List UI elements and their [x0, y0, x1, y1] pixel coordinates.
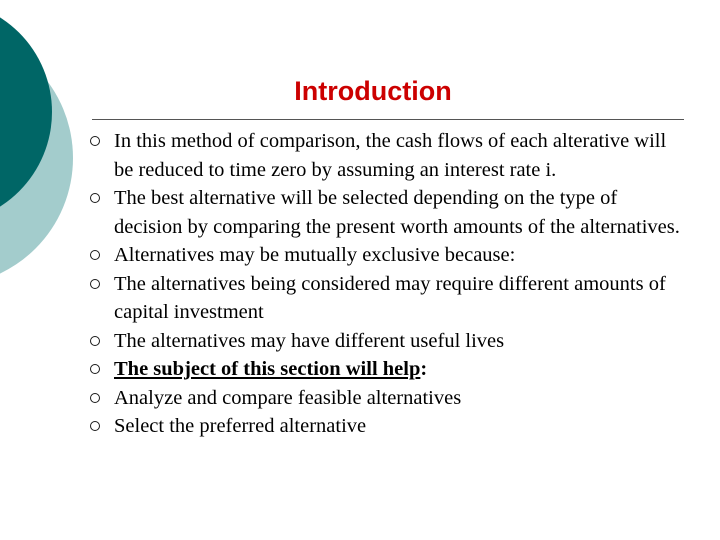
- list-item-text: Alternatives may be mutually exclusive because:: [114, 244, 516, 266]
- list-item: [90, 412, 690, 441]
- hollow-circle-bullet-icon: [90, 336, 100, 346]
- list-item: [90, 184, 690, 241]
- list-item-text: Analyze and compare feasible alternatives: [114, 386, 462, 409]
- list-item: [90, 384, 690, 413]
- list-item-text: The alternatives being considered may require different amounts of capital investment: [114, 272, 666, 323]
- hollow-circle-bullet-icon: [90, 421, 100, 431]
- hollow-circle-bullet-icon: [90, 136, 100, 146]
- hollow-circle-bullet-icon: [90, 279, 100, 289]
- list-item: [90, 127, 690, 184]
- list-item-text: The best alternative will be selected depending on the type of decision by comparing the present worth amounts of the alternatives.: [114, 187, 680, 238]
- list-item: [90, 241, 690, 270]
- list-item: [90, 327, 690, 356]
- hollow-circle-bullet-icon: [90, 393, 100, 403]
- list-item: [90, 270, 690, 327]
- list-item-text: Select the preferred alternative: [114, 415, 367, 437]
- page-title: Introduction: [294, 76, 452, 106]
- hollow-circle-bullet-icon: [90, 364, 100, 374]
- emphasis-colon: :: [420, 358, 428, 380]
- emphasis-text: The subject of this section will help: [114, 358, 421, 380]
- hollow-circle-bullet-icon: [90, 250, 100, 260]
- bullet-list: [90, 127, 690, 441]
- list-item: [90, 355, 690, 384]
- title-divider: [92, 119, 684, 120]
- hollow-circle-bullet-icon: [90, 193, 100, 203]
- list-item-text: The alternatives may have different useful lives: [114, 329, 505, 352]
- list-item-text: In this method of comparison, the cash flows of each alterative will be reduced to time zero by assuming an interest rate i.: [114, 130, 667, 181]
